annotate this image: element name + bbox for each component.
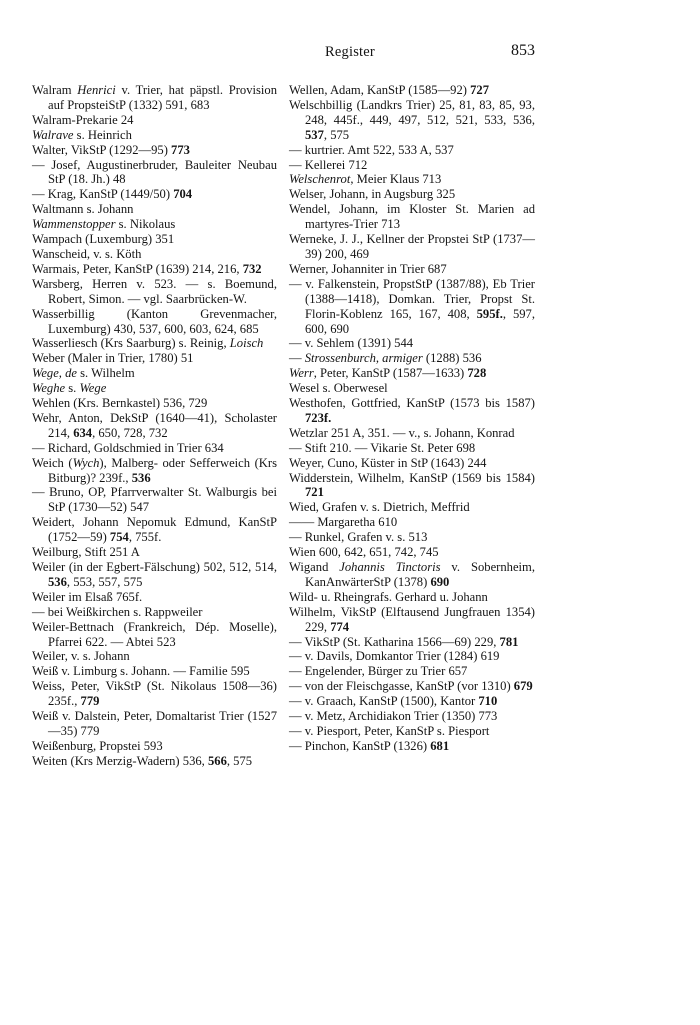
entry-text: — Engelender, Bürger zu Trier 657 bbox=[289, 664, 468, 679]
entry-page-ref-bold: 727 bbox=[470, 83, 489, 97]
entry-text-italic: Loisch bbox=[229, 336, 264, 351]
entry-page-ref-bold: 536 bbox=[48, 574, 67, 589]
entry-text: Wendel, Johann, im Kloster St. Marien ad martyres-Trier 713 bbox=[289, 202, 535, 232]
entry-text-italic: Wammenstopper bbox=[32, 217, 116, 232]
index-entry bbox=[289, 590, 535, 605]
entry-text-italic: Weghe bbox=[32, 381, 66, 396]
entry-text: Weilburg, Stift 251 A bbox=[32, 545, 140, 560]
entry-text: Welser, Johann, in Augsburg 325 bbox=[289, 187, 456, 202]
entry-text: Wasserliesch (Krs Saarburg) s. Reinig, bbox=[32, 336, 230, 351]
entry-text: Warsberg, Herren v. 523. — s. Boemund, Robert, Simon. — vgl. Saarbrücken-W. bbox=[32, 276, 277, 306]
index-entry bbox=[32, 679, 277, 709]
entry-text-italic: Wege, de bbox=[32, 366, 77, 381]
index-entry bbox=[32, 709, 277, 739]
entry-text: Weiler-Bettnach (Frankreich, Dép. Moselle), Pfarrei 622. — Abtei 523 bbox=[32, 619, 277, 649]
page-number: 853 bbox=[511, 42, 535, 59]
entry-text: — bbox=[289, 351, 305, 366]
index-entry bbox=[32, 649, 277, 664]
index-entry bbox=[32, 351, 277, 366]
entry-text: — v. Metz, Archidiakon Trier (1350) 773 bbox=[289, 709, 498, 724]
entry-page-ref-bold: 721 bbox=[305, 485, 324, 500]
index-column-right bbox=[289, 83, 535, 754]
entry-text: s. Wilhelm bbox=[77, 366, 135, 381]
entry-text: Weiten (Krs Merzig-Wadern) 536, bbox=[32, 753, 208, 768]
index-entry bbox=[289, 709, 535, 724]
entry-text: —— Margaretha 610 bbox=[289, 515, 398, 530]
index-entry bbox=[289, 664, 535, 679]
entry-text: , Peter, KanStP (1587—1633) bbox=[313, 366, 468, 381]
index-entry bbox=[289, 172, 535, 187]
index-entry bbox=[289, 515, 535, 530]
entry-text: — kurtrier. Amt 522, 533 A, 537 bbox=[289, 142, 454, 157]
entry-text: Walram bbox=[32, 83, 78, 97]
entry-page-ref-bold: 679 bbox=[513, 679, 533, 694]
entry-text: Weidert, Johann Nepomuk Edmund, KanStP (1752—59) bbox=[32, 515, 277, 545]
index-entry bbox=[32, 545, 277, 560]
entry-text: Wien 600, 642, 651, 742, 745 bbox=[289, 545, 439, 560]
index-entry bbox=[289, 724, 535, 739]
entry-text: Warmais, Peter, KanStP (1639) 214, 216, bbox=[32, 261, 243, 276]
index-entry bbox=[289, 605, 535, 635]
entry-text: Wehr, Anton, DekStP (1640—41), Scholaster 214, bbox=[32, 410, 277, 440]
index-entry bbox=[289, 277, 535, 337]
index-entry bbox=[32, 441, 277, 456]
index-entry bbox=[32, 217, 277, 232]
index-entry bbox=[289, 381, 535, 396]
entry-text: — Bruno, OP, Pfarrverwalter St. Walburgis bei StP (1730—52) 547 bbox=[32, 485, 277, 515]
index-entry bbox=[32, 366, 277, 381]
entry-text: , 755f. bbox=[128, 530, 162, 545]
entry-text: s. Nikolaus bbox=[115, 217, 176, 232]
index-entry bbox=[289, 202, 535, 232]
index-entry bbox=[32, 113, 277, 128]
entry-page-ref-bold: 781 bbox=[499, 634, 519, 649]
entry-text-italic: Wege bbox=[79, 381, 107, 396]
index-entry bbox=[32, 754, 277, 769]
entry-text: Walter, VikStP (1292—95) bbox=[32, 142, 172, 157]
entry-text: Wetzlar 251 A, 351. — v., s. Johann, Konrad bbox=[289, 425, 515, 440]
entry-text: Wigand bbox=[289, 560, 340, 574]
entry-text: — VikStP (St. Katharina 1566—69) 229, bbox=[289, 634, 500, 649]
index-entry bbox=[289, 232, 535, 262]
index-entry bbox=[32, 411, 277, 441]
entry-page-ref-bold: 566 bbox=[207, 753, 227, 768]
index-entry bbox=[289, 635, 535, 650]
index-entry bbox=[32, 277, 277, 307]
entry-text-italic: Walrave bbox=[32, 127, 74, 142]
index-entry bbox=[289, 471, 535, 501]
entry-page-ref-bold: 723f. bbox=[305, 410, 332, 425]
entry-text: Westhofen, Gottfried, KanStP (1573 bis 1587) bbox=[289, 396, 535, 411]
entry-text: Wilhelm, VikStP (Elftausend Jungfrauen 1354) 229, bbox=[289, 604, 535, 634]
entry-text: , 575 bbox=[323, 127, 350, 142]
entry-text: Wellen, Adam, KanStP (1585—92) bbox=[289, 83, 471, 97]
index-entry bbox=[32, 143, 277, 158]
entry-text: — Richard, Goldschmied in Trier 634 bbox=[32, 440, 224, 455]
index-entry bbox=[289, 456, 535, 471]
entry-text: Weiler, v. s. Johann bbox=[32, 649, 130, 664]
entry-page-ref-bold: 754 bbox=[109, 530, 129, 545]
entry-text-italic: Welschenrot bbox=[289, 172, 351, 187]
entry-page-ref-bold: 728 bbox=[467, 366, 487, 381]
entry-text: — Runkel, Grafen v. s. 513 bbox=[289, 530, 428, 545]
index-entry bbox=[289, 426, 535, 441]
entry-text: — v. Sehlem (1391) 544 bbox=[289, 336, 414, 351]
entry-text: — v. Falkenstein, PropstStP (1387/88), Eb Trier (1388—1418), Domkan. Trier, Propst St. Florin-Koblenz 165, 167, 408, bbox=[289, 276, 535, 321]
index-entry bbox=[289, 560, 535, 590]
entry-text: Weiß v. Dalstein, Peter, Domaltarist Trier (1527—35) 779 bbox=[32, 709, 277, 738]
index-entry bbox=[289, 187, 535, 202]
entry-page-ref-bold: 773 bbox=[171, 142, 190, 157]
index-entry bbox=[32, 187, 277, 202]
index-entry bbox=[32, 620, 277, 650]
entry-text: ), Malberg- oder Sefferweich (Krs Bitburg)? 239f., bbox=[48, 455, 277, 485]
entry-text-italic: Werr bbox=[289, 366, 314, 381]
entry-text: , 553, 557, 575 bbox=[66, 574, 143, 589]
entry-page-ref-bold: 774 bbox=[330, 619, 350, 634]
entry-text: — Kellerei 712 bbox=[289, 157, 368, 172]
entry-page-ref-bold: 537 bbox=[305, 127, 324, 142]
entry-text: — von der Fleischgasse, KanStP (vor 1310) bbox=[289, 679, 514, 694]
entry-text-italic: Strossenburch, armiger bbox=[304, 351, 423, 366]
index-entry bbox=[32, 336, 277, 351]
index-entry bbox=[289, 396, 535, 426]
entry-text: Weiler im Elsaß 765f. bbox=[32, 589, 143, 604]
index-entry bbox=[289, 351, 535, 366]
index-entry bbox=[32, 202, 277, 217]
index-entry bbox=[289, 98, 535, 143]
index-entry bbox=[289, 545, 535, 560]
index-entry bbox=[32, 307, 277, 337]
entry-page-ref-bold: 536 bbox=[131, 470, 151, 485]
entry-page-ref-bold: 681 bbox=[430, 738, 450, 753]
entry-text: Widderstein, Wilhelm, KanStP (1569 bis 1584) bbox=[289, 470, 535, 485]
entry-text: Weber (Maler in Trier, 1780) 51 bbox=[32, 351, 194, 366]
index-entry bbox=[32, 560, 277, 590]
index-entry bbox=[289, 530, 535, 545]
index-entry bbox=[32, 515, 277, 545]
running-head bbox=[0, 42, 700, 68]
index-entry bbox=[289, 694, 535, 709]
index-entry bbox=[289, 649, 535, 664]
entry-text: Welschbillig (Landkrs Trier) 25, 81, 83, 85, 93, 248, 445f., 449, 497, 512, 521, 533, 536, bbox=[289, 97, 535, 127]
entry-text: v. Trier, hat päpstl. Provision auf PropsteiStP (1332) 591, 683 bbox=[48, 83, 277, 112]
entry-text: , Meier Klaus 713 bbox=[350, 172, 442, 187]
index-entry bbox=[32, 456, 277, 486]
entry-text: Wesel s. Oberwesel bbox=[289, 381, 388, 396]
index-entry bbox=[289, 143, 535, 158]
entry-text: — Josef, Augustinerbruder, Bauleiter Neubau StP (18. Jh.) 48 bbox=[32, 157, 277, 187]
entry-text: Wasserbillig (Kanton Grevenmacher, Luxemburg) 430, 537, 600, 603, 624, 685 bbox=[32, 306, 277, 336]
entry-text: (1288) 536 bbox=[422, 351, 482, 366]
entry-text-italic: Wych bbox=[72, 455, 100, 470]
index-entry bbox=[32, 83, 277, 113]
index-entry bbox=[289, 441, 535, 456]
entry-text: — v. Davils, Domkantor Trier (1284) 619 bbox=[289, 649, 500, 664]
index-entry bbox=[32, 396, 277, 411]
entry-text: Wanscheid, v. s. Köth bbox=[32, 246, 142, 261]
index-entry bbox=[289, 739, 535, 754]
entry-text: Walram-Prekarie 24 bbox=[32, 112, 134, 127]
entry-text: Weißenburg, Propstei 593 bbox=[32, 738, 163, 753]
index-entry bbox=[32, 605, 277, 620]
entry-text: s. Heinrich bbox=[73, 127, 132, 142]
entry-page-ref-bold: 690 bbox=[430, 574, 450, 589]
entry-text: — Krag, KanStP (1449/50) bbox=[32, 187, 174, 202]
entry-page-ref-bold: 732 bbox=[242, 261, 262, 276]
entry-page-ref-bold: 779 bbox=[80, 694, 100, 709]
entry-page-ref-bold: 595f. bbox=[476, 306, 503, 321]
entry-text: Wild- u. Rheingrafs. Gerhard u. Johann bbox=[289, 589, 488, 604]
index-entry bbox=[32, 381, 277, 396]
index-entry bbox=[32, 664, 277, 679]
entry-text: , 650, 728, 732 bbox=[92, 425, 168, 440]
entry-text-italic: Henrici bbox=[77, 83, 116, 97]
index-entry bbox=[289, 262, 535, 277]
entry-text: — v. Graach, KanStP (1500), Kantor bbox=[289, 694, 479, 709]
page-title: Register bbox=[325, 44, 375, 60]
entry-text: — Pinchon, KanStP (1326) bbox=[289, 738, 431, 753]
entry-page-ref-bold: 710 bbox=[478, 694, 498, 709]
entry-text-italic: Johannis Tinctoris bbox=[339, 560, 441, 574]
index-column-left bbox=[32, 83, 277, 769]
entry-text: — v. Piesport, Peter, KanStP s. Piesport bbox=[289, 723, 490, 738]
entry-text: Weiß v. Limburg s. Johann. — Familie 595 bbox=[32, 664, 250, 679]
entry-text: Weich ( bbox=[32, 455, 73, 470]
index-entry bbox=[32, 590, 277, 605]
index-entry bbox=[289, 336, 535, 351]
index-entry bbox=[289, 500, 535, 515]
entry-text: — bei Weißkirchen s. Rappweiler bbox=[32, 604, 203, 619]
entry-text: Waltmann s. Johann bbox=[32, 202, 134, 217]
entry-text: Weyer, Cuno, Küster in StP (1643) 244 bbox=[289, 455, 487, 470]
index-entry bbox=[32, 232, 277, 247]
index-entry bbox=[289, 366, 535, 381]
entry-text: , 597, 600, 690 bbox=[305, 306, 535, 336]
index-entry bbox=[32, 247, 277, 262]
index-entry bbox=[32, 158, 277, 188]
index-entry bbox=[289, 83, 535, 98]
index-entry bbox=[289, 679, 535, 694]
entry-text: Wehlen (Krs. Bernkastel) 536, 729 bbox=[32, 396, 208, 411]
entry-text: Weiler (in der Egbert-Fälschung) 502, 512, 514, bbox=[32, 560, 277, 574]
entry-page-ref-bold: 634 bbox=[73, 425, 93, 440]
entry-text: Werner, Johanniter in Trier 687 bbox=[289, 261, 447, 276]
index-entry bbox=[32, 485, 277, 515]
entry-text: Wampach (Luxemburg) 351 bbox=[32, 232, 175, 247]
entry-text: Weiss, Peter, VikStP (St. Nikolaus 1508—36) 235f., bbox=[32, 679, 277, 709]
entry-text: Wied, Grafen v. s. Dietrich, Meffrid bbox=[289, 500, 470, 515]
entry-page-ref-bold: 704 bbox=[173, 187, 193, 202]
index-entry bbox=[32, 262, 277, 277]
entry-text: v. Sobernheim, KanAnwärterStP (1378) bbox=[305, 560, 535, 589]
index-entry bbox=[32, 739, 277, 754]
index-entry bbox=[32, 128, 277, 143]
entry-text: — Stift 210. — Vikarie St. Peter 698 bbox=[289, 440, 476, 455]
entry-text: Werneke, J. J., Kellner der Propstei StP (1737—39) 200, 469 bbox=[289, 232, 535, 261]
entry-text: s. bbox=[65, 381, 80, 396]
entry-text: , 575 bbox=[226, 753, 253, 768]
index-entry bbox=[289, 158, 535, 173]
